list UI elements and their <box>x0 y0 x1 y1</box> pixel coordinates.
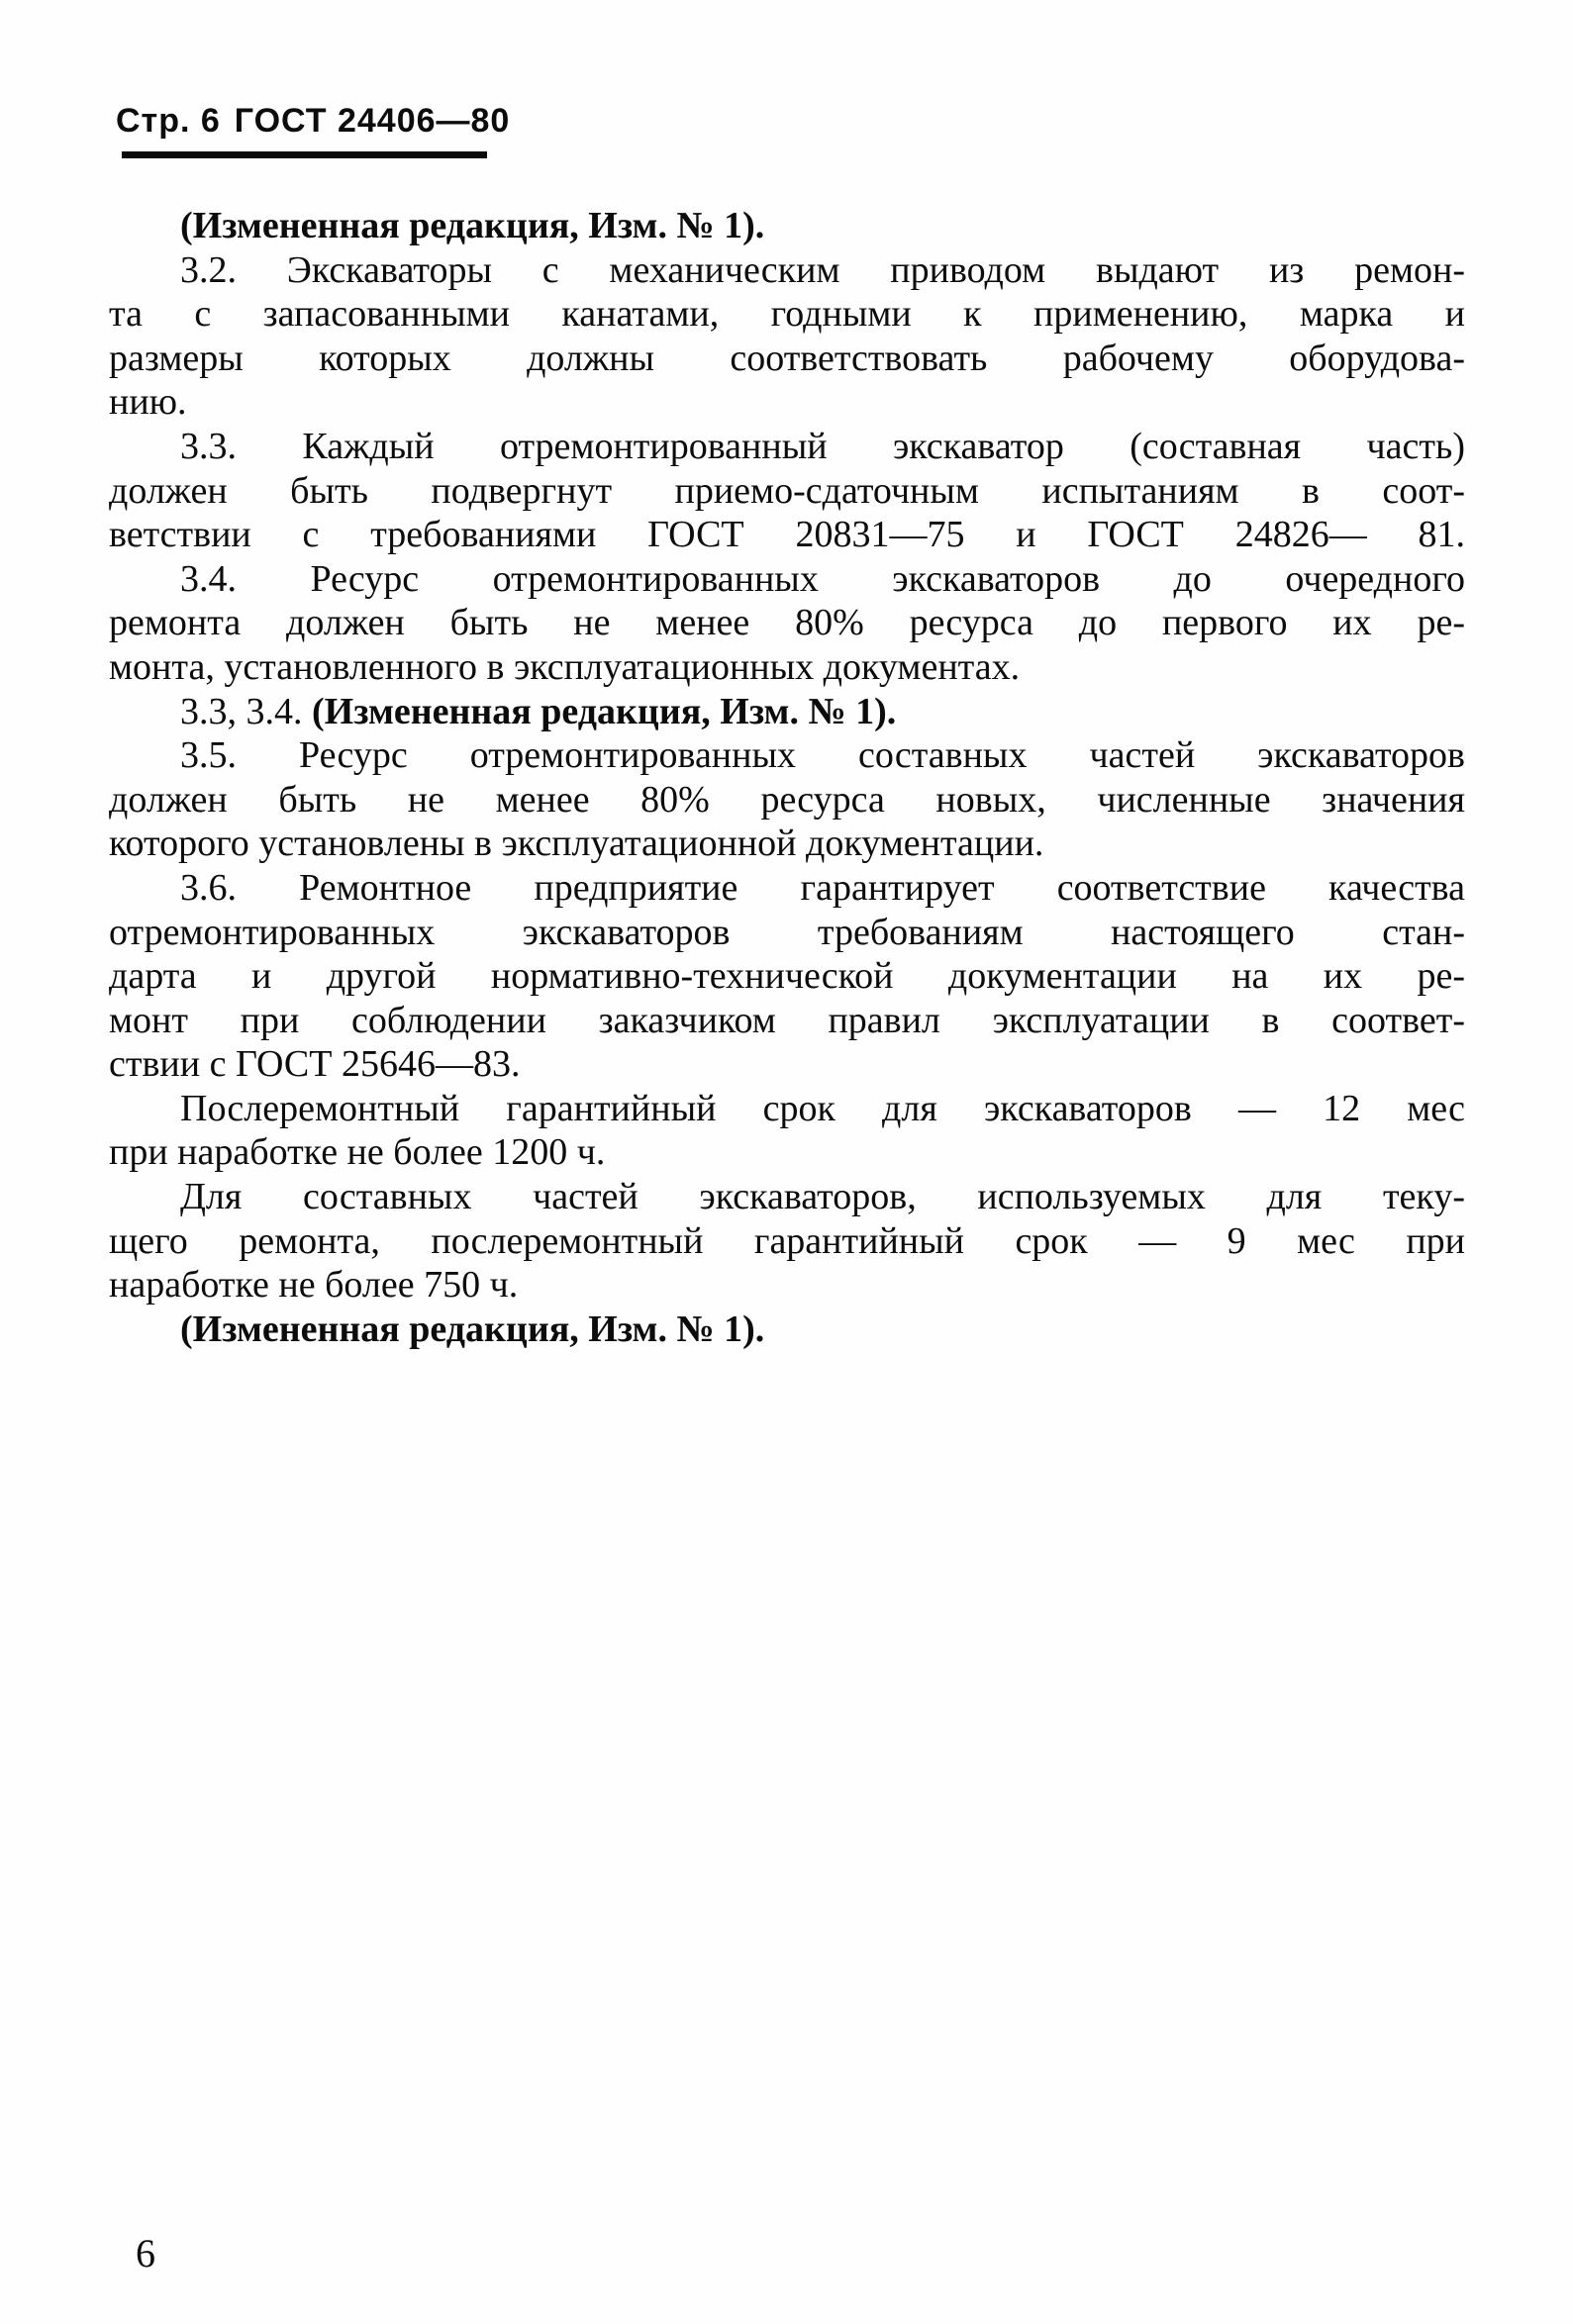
text-line: отремонтированных экскаваторов требованиям настоящего стан- <box>109 911 1465 953</box>
document-body <box>109 204 1465 1351</box>
text-line: ствии с ГОСТ 25646—83. <box>109 1043 521 1086</box>
page-header-doc-number: ГОСТ 24406—80 <box>234 102 511 140</box>
text-line: Послеремонтный гарантийный срок для экскаваторов — 12 мес <box>180 1087 1465 1129</box>
text-line: монта, установленного в эксплуатационных документах. <box>109 645 1021 688</box>
change-note-text: (Измененная редакция, Изм. № 1). <box>312 690 897 732</box>
text-line: должен быть не менее 80% ресурса новых, численные значения <box>109 778 1465 821</box>
text-line: монт при соблюдении заказчиком правил эксплуатации в соответ- <box>109 999 1465 1041</box>
change-note-line <box>109 690 1465 734</box>
text-line: должен быть подвергнут приемо-сдаточным испытаниям в соот- <box>109 469 1465 512</box>
text-line: при наработке не более 1200 ч. <box>109 1131 606 1174</box>
change-note-line: (Измененная редакция, Изм. № 1). <box>180 205 765 246</box>
text-line: та с запасованными канатами, годными к применению, марка и <box>109 293 1465 336</box>
text-line: нию. <box>109 381 187 424</box>
page-header-label: Стр. 6 <box>116 102 221 140</box>
text-line: которого установлены в эксплуатационной документации. <box>109 823 1044 865</box>
clause-numbers: 3.3, 3.4. <box>180 690 312 732</box>
text-line: размеры которых должны соответствовать рабочему оборудова- <box>109 337 1465 379</box>
text-line: ветствии с требованиями ГОСТ 20831—75 и ГОСТ 24826— 81. <box>109 514 1465 556</box>
text-line: наработке не более 750 ч. <box>109 1264 519 1307</box>
text-line: 3.4. Ресурс отремонтированных экскаваторов до очередного <box>180 557 1465 600</box>
text-line: 3.2. Экскаваторы с механическим приводом выдают из ремон- <box>180 248 1465 291</box>
change-note-line: (Измененная редакция, Изм. № 1). <box>180 1307 765 1350</box>
text-line: 3.5. Ресурс отремонтированных составных частей экскаваторов <box>180 734 1465 777</box>
text-line: дарта и другой нормативно-технической документации на их ре- <box>109 955 1465 998</box>
text-line: 3.3. Каждый отремонтированный экскаватор (составная часть) <box>180 425 1465 467</box>
text-line: ремонта должен быть не менее 80% ресурса до первого их ре- <box>109 602 1465 644</box>
header-rule <box>122 151 487 158</box>
text-line: 3.6. Ремонтное предприятие гарантирует соответствие качества <box>180 866 1465 909</box>
page-header <box>116 101 510 141</box>
text-line: Для составных частей экскаваторов, используемых для теку- <box>180 1176 1465 1218</box>
text-line: щего ремонта, послеремонтный гарантийный срок — 9 мес при <box>109 1219 1465 1262</box>
page-number: 6 <box>136 2231 155 2276</box>
